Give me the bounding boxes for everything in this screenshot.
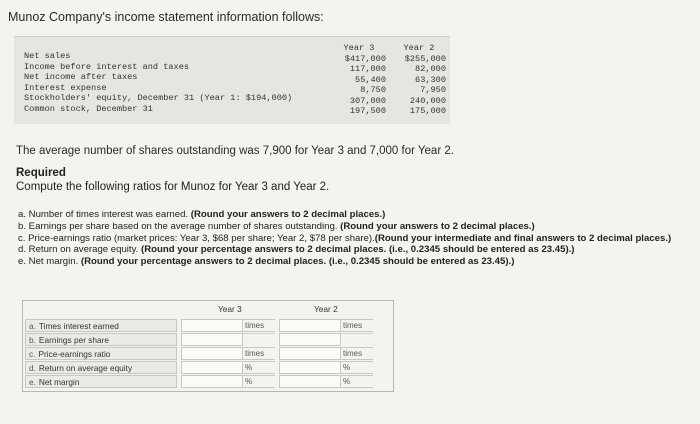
times-interest-earned-year2-input[interactable] bbox=[279, 319, 341, 332]
answer-row-a bbox=[25, 319, 391, 332]
year3-header: Year 3 bbox=[343, 43, 375, 53]
part-b bbox=[18, 221, 694, 233]
year2-value: 82,000 bbox=[415, 64, 446, 74]
price-earnings-year2-input[interactable] bbox=[279, 347, 341, 360]
year3-column bbox=[332, 43, 386, 117]
year3-value: 8,750 bbox=[360, 85, 386, 95]
year2-header: Year 2 bbox=[403, 43, 435, 53]
row-letter: b. bbox=[29, 335, 36, 345]
unit-label: times bbox=[243, 319, 275, 332]
times-interest-earned-year3-input[interactable] bbox=[181, 319, 243, 332]
year3-value: 117,000 bbox=[349, 64, 386, 74]
part-text: e. Net margin. bbox=[18, 256, 81, 268]
unit-label: times bbox=[341, 319, 373, 332]
year3-value: $417,000 bbox=[344, 53, 386, 64]
answer-row-d bbox=[25, 361, 391, 374]
part-instruction: (Round your answers to 2 decimal places.) bbox=[340, 220, 535, 232]
row-label-text: Net margin bbox=[38, 377, 80, 387]
year3-column-header: Year 3 bbox=[218, 304, 242, 314]
row-label: Interest expense bbox=[24, 82, 107, 93]
year2-value: 7,950 bbox=[420, 85, 446, 95]
net-margin-year3-input[interactable] bbox=[181, 375, 243, 388]
row-letter: c. bbox=[29, 349, 36, 359]
part-text: c. Price-earnings ratio (market prices: Year 3, $68 per share; Year 2, $78 per share). bbox=[18, 232, 375, 244]
part-instruction: (Round your percentage answers to 2 decimal places. (i.e., 0.2345 should be entered as 23.45).) bbox=[141, 244, 575, 256]
part-c bbox=[18, 233, 694, 245]
earnings-per-share-year3-input[interactable] bbox=[181, 333, 243, 346]
net-margin-year2-input[interactable] bbox=[279, 375, 341, 388]
unit-label: % bbox=[341, 375, 373, 388]
answer-row-b bbox=[25, 333, 391, 346]
row-label: Income before interest and taxes bbox=[24, 61, 190, 72]
row-label-text: Times interest earned bbox=[38, 321, 119, 331]
requirements-list bbox=[18, 209, 694, 268]
year3-value: 197,500 bbox=[349, 106, 386, 116]
part-instruction: (Round your percentage answers to 2 decimal places. (i.e., 0.2345 should be entered as 23.45).) bbox=[80, 256, 515, 268]
row-label-text: Price-earnings ratio bbox=[38, 349, 111, 359]
unit-label: % bbox=[243, 361, 275, 374]
row-label: Stockholders' equity, December 31 (Year 1: $194,000) bbox=[24, 93, 293, 103]
year2-column bbox=[392, 43, 446, 117]
price-earnings-year3-input[interactable] bbox=[181, 347, 243, 360]
answer-table bbox=[22, 300, 394, 392]
year3-value: 307,000 bbox=[349, 95, 386, 106]
answer-row-c bbox=[25, 347, 391, 360]
earnings-per-share-year2-input[interactable] bbox=[279, 333, 341, 346]
part-text: a. Number of times interest was earned. bbox=[18, 209, 191, 220]
empty-unit-cell bbox=[243, 333, 275, 346]
row-label bbox=[25, 319, 177, 332]
unit-label: times bbox=[243, 347, 275, 360]
income-statement-box bbox=[14, 36, 450, 124]
year2-value: 240,000 bbox=[409, 95, 446, 106]
unit-label: times bbox=[341, 347, 373, 360]
row-label-text: Earnings per share bbox=[38, 335, 110, 345]
row-letter: e. bbox=[29, 377, 36, 387]
avg-shares-text: The average number of shares outstanding was 7,900 for Year 3 and 7,000 for Year 2. bbox=[16, 145, 454, 157]
part-d bbox=[18, 244, 694, 256]
row-label: Common stock, December 31 bbox=[24, 103, 153, 114]
row-label: Net sales bbox=[24, 51, 71, 61]
year2-value: $255,000 bbox=[404, 53, 446, 64]
row-label-text: Return on average equity bbox=[38, 363, 133, 373]
row-label bbox=[25, 333, 177, 346]
answer-row-e bbox=[25, 375, 391, 388]
empty-unit-cell bbox=[341, 333, 373, 346]
row-letter: a. bbox=[29, 321, 36, 331]
part-instruction: (Round your answers to 2 decimal places.) bbox=[190, 209, 386, 220]
year2-value: 175,000 bbox=[409, 106, 446, 116]
row-label bbox=[25, 347, 177, 360]
intro-text: Munoz Company's income statement information follows: bbox=[8, 10, 324, 24]
row-letter: d. bbox=[29, 363, 36, 373]
required-text: Compute the following ratios for Munoz for Year 3 and Year 2. bbox=[16, 181, 330, 193]
unit-label: % bbox=[341, 361, 373, 374]
year2-value: 63,300 bbox=[415, 74, 446, 85]
part-a bbox=[18, 209, 694, 221]
row-label: Net income after taxes bbox=[24, 72, 138, 82]
part-text: b. Earnings per share based on the average number of shares outstanding. bbox=[18, 220, 341, 232]
return-on-equity-year3-input[interactable] bbox=[181, 361, 243, 374]
part-e bbox=[18, 256, 694, 268]
info-labels bbox=[24, 51, 292, 114]
unit-label: % bbox=[243, 375, 275, 388]
row-label bbox=[25, 361, 177, 374]
part-instruction: (Round your intermediate and final answers to 2 decimal places.) bbox=[374, 232, 672, 244]
required-heading: Required bbox=[16, 167, 66, 179]
part-text: d. Return on average equity. bbox=[18, 244, 142, 256]
row-label bbox=[25, 375, 177, 388]
return-on-equity-year2-input[interactable] bbox=[279, 361, 341, 374]
year3-value: 55,400 bbox=[355, 74, 386, 85]
year2-column-header: Year 2 bbox=[314, 304, 338, 314]
